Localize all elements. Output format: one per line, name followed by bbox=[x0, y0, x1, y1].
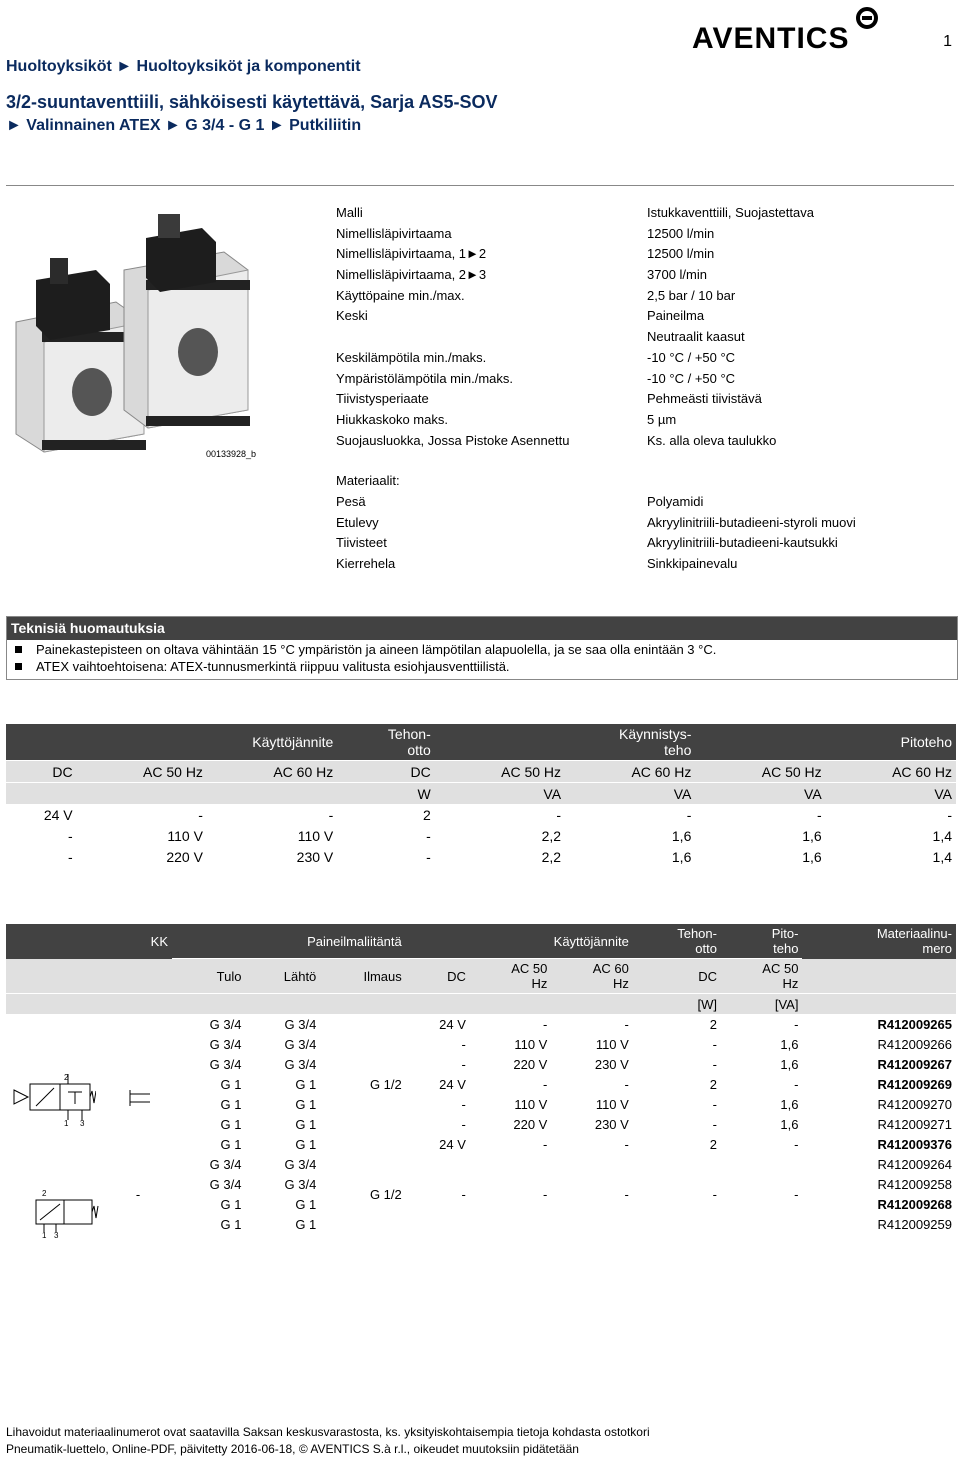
table-cell: 110 V bbox=[167, 827, 203, 844]
table-cell: - bbox=[624, 1016, 629, 1032]
part-number: R412009265 bbox=[877, 1016, 952, 1032]
svg-text:2: 2 bbox=[42, 1189, 47, 1198]
part-number: R412009259 bbox=[877, 1216, 952, 1232]
part-number: R412009270 bbox=[877, 1096, 952, 1112]
table-cell: - bbox=[794, 1186, 799, 1202]
svg-text:3: 3 bbox=[80, 1119, 85, 1126]
voltage-table bbox=[6, 724, 956, 867]
product-image bbox=[6, 212, 257, 464]
spec-row bbox=[336, 515, 956, 536]
spec-value: -10 °C / +50 °C bbox=[647, 349, 736, 365]
part-number: R412009268 bbox=[877, 1196, 952, 1212]
image-code: 00133928_b bbox=[206, 449, 257, 459]
table-cell: - bbox=[543, 1076, 548, 1092]
header-cell: AC 60 Hz bbox=[551, 959, 632, 994]
spec-row bbox=[336, 288, 956, 309]
table-cell: G 1 bbox=[295, 1136, 317, 1152]
table-cell: - bbox=[556, 806, 562, 823]
spec-label: Ympäristölämpötila min./maks. bbox=[336, 370, 513, 386]
table-cell: 24 V bbox=[43, 806, 73, 823]
table-cell: 24 V bbox=[439, 1076, 466, 1092]
spec-label: Nimellisläpivirtaama, 1►2 bbox=[336, 246, 487, 262]
table-cell: - bbox=[712, 1186, 717, 1202]
spec-row bbox=[336, 205, 956, 226]
table-cell: G 1 bbox=[220, 1196, 242, 1212]
header-cell: Tulo bbox=[172, 959, 245, 994]
unit-cell bbox=[6, 994, 104, 1015]
notes-title: Teknisiä huomautuksia bbox=[7, 617, 957, 640]
table-cell bbox=[320, 1034, 405, 1054]
table-cell: - bbox=[461, 1096, 466, 1112]
table-cell: - bbox=[817, 806, 822, 823]
header-cell: Tehon- otto bbox=[633, 924, 721, 959]
aventics-logo bbox=[692, 4, 882, 52]
table-cell: 2,2 bbox=[541, 827, 562, 844]
table-cell: - bbox=[426, 848, 431, 865]
part-number: R412009264 bbox=[877, 1156, 952, 1172]
table-cell: 220 V bbox=[166, 848, 203, 865]
table-cell: 1,6 bbox=[780, 1056, 799, 1072]
divider bbox=[6, 185, 954, 186]
table-cell: 2 bbox=[422, 806, 431, 823]
spec-label: Nimellisläpivirtaama bbox=[336, 225, 452, 241]
page-subtitle: ► Valinnainen ATEX ► G 3/4 - G 1 ► Putkiliitin bbox=[6, 117, 362, 134]
table-row bbox=[6, 846, 956, 867]
spec-value bbox=[647, 473, 956, 494]
table-header-row bbox=[6, 924, 956, 959]
table-cell: G 3/4 bbox=[209, 1016, 242, 1032]
header-cell: Lähtö bbox=[245, 959, 320, 994]
spec-value: Paineilma bbox=[647, 308, 705, 324]
spec-row bbox=[336, 433, 956, 454]
table-cell: - bbox=[947, 806, 952, 823]
table-cell: 1,6 bbox=[671, 827, 692, 844]
valve-symbol-b-icon bbox=[30, 1186, 100, 1238]
header-cell bbox=[104, 959, 172, 994]
table-cell: - bbox=[624, 1076, 629, 1092]
header-cell: Pito- teho bbox=[721, 924, 802, 959]
unit-cell bbox=[802, 994, 956, 1015]
header-cell: AC 60 Hz bbox=[826, 761, 956, 783]
header-cell: Käyttöjännite bbox=[406, 924, 633, 959]
table-cell: G 1/2 bbox=[369, 1186, 402, 1202]
page-title: 3/2-suuntaventtiili, sähköisesti käytettävä, Sarja AS5-SOV bbox=[6, 92, 498, 112]
spec-row bbox=[336, 473, 956, 494]
spec-value: Sinkkipainevalu bbox=[647, 556, 738, 571]
table-cell: 24 V bbox=[439, 1136, 466, 1152]
table-cell: 1,4 bbox=[932, 848, 952, 865]
table-row bbox=[6, 1014, 956, 1034]
table-cell: 1,6 bbox=[802, 827, 822, 844]
unit-cell bbox=[245, 994, 320, 1015]
header-cell: DC bbox=[633, 959, 721, 994]
table-cell: 1,6 bbox=[780, 1096, 799, 1112]
table-cell: 110 V bbox=[595, 1096, 629, 1112]
table-cell: 24 V bbox=[439, 1016, 466, 1032]
spec-label: Käyttöpaine min./max. bbox=[336, 287, 465, 303]
table-cell: 230 V bbox=[594, 1056, 629, 1072]
table-cell: - bbox=[794, 1016, 799, 1032]
table-cell: 1,6 bbox=[780, 1036, 799, 1052]
unit-cell bbox=[406, 994, 470, 1015]
table-cell bbox=[320, 1134, 405, 1154]
spec-label: Keskilämpötila min./maks. bbox=[336, 349, 487, 365]
table-header-row bbox=[6, 761, 956, 783]
spec-value: Akryylinitriili-butadieeni-kautsukki bbox=[647, 535, 838, 551]
table-cell: G 1 bbox=[220, 1096, 242, 1112]
header-cell: Ilmaus bbox=[320, 959, 405, 994]
spec-value: -10 °C / +50 °C bbox=[647, 370, 736, 386]
header-cell: KK bbox=[104, 924, 172, 959]
table-header-row bbox=[6, 959, 956, 994]
table-cell: 2,2 bbox=[541, 848, 562, 865]
brand-text: AVENTICS bbox=[692, 22, 850, 52]
spec-value: Akryylinitriili-butadieeni-styroli muovi bbox=[647, 514, 856, 530]
svg-text:1: 1 bbox=[64, 1119, 69, 1126]
part-number: R412009267 bbox=[877, 1056, 952, 1072]
header-cell: AC 50 Hz bbox=[721, 959, 802, 994]
header-cell: Materiaalinu- mero bbox=[802, 924, 956, 959]
table-cell: - bbox=[543, 1186, 548, 1202]
footer-note: Lihavoidut materiaalinumerot ovat saatavilla Saksan keskusvarastosta, ks. yksityiskohtaisempia tietoja kohdasta ostotkori bbox=[6, 1425, 650, 1439]
spec-row bbox=[336, 226, 956, 247]
table-cell: 1,6 bbox=[780, 1116, 799, 1132]
spec-value: Polyamidi bbox=[647, 493, 704, 509]
table-cell: 110 V bbox=[595, 1036, 629, 1052]
table-cell: 1,6 bbox=[671, 848, 692, 865]
header-cell: DC bbox=[6, 761, 77, 783]
unit-cell: W bbox=[337, 783, 434, 805]
spec-label: Suojausluokka, Jossa Pistoke Asennettu bbox=[336, 432, 570, 448]
spec-label bbox=[336, 329, 647, 350]
table-cell: G 3/4 bbox=[209, 1156, 242, 1172]
table-cell: - bbox=[686, 806, 692, 823]
table-cell: 110 V bbox=[297, 827, 334, 844]
bullet-icon bbox=[15, 646, 22, 653]
spec-label: Nimellisläpivirtaama, 2►3 bbox=[336, 267, 487, 283]
table-cell: - bbox=[794, 1136, 799, 1152]
table-cell: 110 V bbox=[514, 1096, 548, 1112]
table-cell: 1,6 bbox=[802, 848, 822, 865]
spec-row bbox=[336, 329, 956, 350]
table-cell: 1,4 bbox=[932, 827, 952, 844]
table-cell: G 1 bbox=[295, 1196, 317, 1212]
svg-text:3: 3 bbox=[54, 1231, 59, 1238]
table-header-row bbox=[6, 724, 956, 761]
table-cell: G 3/4 bbox=[209, 1036, 242, 1052]
specifications bbox=[336, 205, 956, 577]
header-cell: AC 50 Hz bbox=[77, 761, 207, 783]
header-cell: AC 60 Hz bbox=[565, 761, 695, 783]
spec-label: Kierrehela bbox=[336, 556, 396, 571]
spec-value: 2,5 bar / 10 bar bbox=[647, 287, 736, 303]
spec-label: Pesä bbox=[336, 493, 366, 509]
header-cell: Paineilmaliitäntä bbox=[172, 924, 406, 959]
table-cell bbox=[320, 1054, 405, 1074]
table-row bbox=[6, 825, 956, 846]
table-cell: G 1 bbox=[295, 1116, 317, 1132]
header-cell: AC 50 Hz bbox=[435, 761, 565, 783]
table-cell: - bbox=[624, 1186, 629, 1202]
header-cell: Tehon- otto bbox=[337, 724, 434, 761]
table-cell: 2 bbox=[709, 1016, 717, 1032]
footer bbox=[6, 1424, 650, 1458]
spec-label: Tiivisteet bbox=[336, 535, 387, 551]
spec-label: Keski bbox=[336, 308, 368, 324]
unit-cell bbox=[77, 783, 207, 805]
bullet-icon bbox=[15, 663, 22, 670]
table-cell: - bbox=[712, 1096, 717, 1112]
spec-row bbox=[336, 246, 956, 267]
table-cell: G 3/4 bbox=[284, 1036, 317, 1052]
table-cell: - bbox=[67, 827, 73, 844]
header-cell: DC bbox=[406, 959, 470, 994]
header-cell: AC 50 Hz bbox=[470, 959, 551, 994]
spec-row bbox=[336, 371, 956, 392]
table-cell: G 3/4 bbox=[209, 1176, 242, 1192]
unit-cell bbox=[172, 994, 245, 1015]
part-number: R412009269 bbox=[877, 1076, 952, 1092]
spec-label: Hiukkaskoko maks. bbox=[336, 411, 448, 427]
table-cell: - bbox=[328, 806, 334, 823]
table-cell: G 3/4 bbox=[209, 1056, 242, 1072]
header-cell: Käynnistys- teho bbox=[435, 724, 696, 761]
spec-value: 5 µm bbox=[647, 411, 677, 427]
table-cell bbox=[320, 1014, 405, 1034]
table-cell: G 1 bbox=[220, 1136, 242, 1152]
table-cell bbox=[320, 1094, 405, 1114]
header-cell: DC bbox=[337, 761, 434, 783]
header-cell: AC 50 Hz bbox=[695, 761, 825, 783]
part-number: R412009376 bbox=[877, 1136, 952, 1152]
table-cell: - bbox=[461, 1186, 466, 1202]
table-cell: - bbox=[543, 1136, 548, 1152]
table-cell: G 1 bbox=[220, 1116, 242, 1132]
spec-row bbox=[336, 494, 956, 515]
unit-cell bbox=[6, 783, 77, 805]
header-cell: AC 60 Hz bbox=[207, 761, 337, 783]
table-cell: G 3/4 bbox=[284, 1176, 317, 1192]
table-cell: - bbox=[67, 848, 73, 865]
order-table bbox=[6, 924, 956, 1234]
unit-cell bbox=[104, 994, 172, 1015]
spec-value: 3700 l/min bbox=[647, 267, 707, 283]
table-cell bbox=[320, 1114, 405, 1134]
table-cell: 110 V bbox=[514, 1036, 548, 1052]
table-row bbox=[6, 1154, 956, 1174]
table-cell: G 1 bbox=[295, 1096, 317, 1112]
table-cell: - bbox=[712, 1116, 717, 1132]
units-row bbox=[6, 994, 956, 1015]
header-cell bbox=[802, 959, 956, 994]
page-number: 1 bbox=[943, 33, 952, 50]
table-cell: G 1 bbox=[295, 1076, 317, 1092]
spec-row bbox=[336, 412, 956, 433]
spec-label: Etulevy bbox=[336, 514, 379, 530]
spec-row bbox=[336, 556, 956, 577]
spec-row bbox=[336, 267, 956, 288]
unit-cell bbox=[207, 783, 337, 805]
table-cell: - bbox=[624, 1136, 629, 1152]
table-cell: 220 V bbox=[513, 1056, 548, 1072]
spec-value: Ks. alla oleva taulukko bbox=[647, 432, 777, 448]
unit-cell: VA bbox=[565, 783, 695, 805]
table-cell: 2 bbox=[709, 1076, 717, 1092]
unit-cell bbox=[551, 994, 632, 1015]
header-cell bbox=[6, 924, 104, 959]
unit-cell: VA bbox=[435, 783, 565, 805]
table-cell: G 1 bbox=[220, 1216, 242, 1232]
svg-text:2: 2 bbox=[64, 1073, 69, 1082]
header-cell: Pitoteho bbox=[695, 724, 956, 761]
unit-cell bbox=[470, 994, 551, 1015]
note-item: Painekastepisteen on oltava vähintään 15 °C ympäristön ja aineen lämpötilan alapuolella, ja se saa olla enintään 3 °C. bbox=[7, 640, 957, 657]
table-cell: 230 V bbox=[296, 848, 334, 865]
connector-symbol-icon bbox=[128, 1086, 152, 1110]
table-cell: G 3/4 bbox=[284, 1056, 317, 1072]
spec-value: 12500 l/min bbox=[647, 225, 715, 241]
spec-label: Tiivistysperiaate bbox=[336, 391, 429, 407]
table-cell: G 3/4 bbox=[284, 1016, 317, 1032]
table-cell: G 1/2 bbox=[369, 1076, 402, 1092]
valve-right bbox=[124, 214, 250, 428]
table-cell: - bbox=[461, 1116, 466, 1132]
spec-row bbox=[336, 350, 956, 371]
symbol-cell bbox=[104, 1014, 172, 1154]
table-cell: - bbox=[461, 1056, 466, 1072]
header-cell: Käyttöjännite bbox=[6, 724, 337, 761]
table-cell: - bbox=[461, 1036, 466, 1052]
table-cell: 230 V bbox=[594, 1116, 629, 1132]
header-cell bbox=[6, 959, 104, 994]
spec-row bbox=[336, 535, 956, 556]
note-item: ATEX vaihtoehtoisena: ATEX-tunnusmerkintä riippuu valitusta esiohjausventtiilistä. bbox=[7, 657, 957, 674]
spec-row bbox=[336, 308, 956, 329]
unit-cell: VA bbox=[695, 783, 825, 805]
spec-value: Istukkaventtiili, Suojastettava bbox=[647, 205, 814, 220]
svg-text:1: 1 bbox=[42, 1231, 47, 1238]
part-number: R412009266 bbox=[877, 1036, 952, 1052]
table-cell: - bbox=[712, 1056, 717, 1072]
unit-cell: [VA] bbox=[721, 994, 802, 1015]
table-cell: 2 bbox=[709, 1136, 717, 1152]
spec-value: Pehmeästi tiivistävä bbox=[647, 391, 762, 407]
unit-cell bbox=[320, 994, 405, 1015]
units-row bbox=[6, 783, 956, 805]
valve-symbol-icon bbox=[10, 1070, 96, 1126]
spec-value: 12500 l/min bbox=[647, 246, 715, 262]
unit-cell: [W] bbox=[633, 994, 721, 1015]
footer-copyright: Pneumatik-luettelo, Online-PDF, päivitetty 2016-06-18, © AVENTICS S.à r.l., oikeudet muutoksiin pidätetään bbox=[6, 1442, 579, 1456]
unit-cell: VA bbox=[826, 783, 956, 805]
spec-row bbox=[336, 391, 956, 412]
table-cell: - bbox=[794, 1076, 799, 1092]
spec-label: Materiaalit: bbox=[336, 473, 400, 489]
table-cell: G 1 bbox=[220, 1076, 242, 1092]
table-cell: - bbox=[543, 1016, 548, 1032]
technical-notes bbox=[6, 616, 958, 680]
table-cell: 220 V bbox=[513, 1116, 548, 1132]
table-row bbox=[6, 804, 956, 825]
table-cell: G 3/4 bbox=[284, 1156, 317, 1172]
table-cell: - bbox=[712, 1036, 717, 1052]
table-cell: G 1 bbox=[295, 1216, 317, 1232]
part-number: R412009258 bbox=[877, 1176, 952, 1192]
spec-label: Malli bbox=[336, 205, 363, 220]
table-cell: - bbox=[198, 806, 203, 823]
breadcrumb[interactable]: Huoltoyksiköt ► Huoltoyksiköt ja komponentit bbox=[6, 58, 361, 75]
spec-value: Neutraalit kaasut bbox=[647, 329, 745, 345]
table-cell: - bbox=[135, 1186, 141, 1202]
table-cell: - bbox=[426, 827, 431, 844]
part-number: R412009271 bbox=[877, 1116, 952, 1132]
